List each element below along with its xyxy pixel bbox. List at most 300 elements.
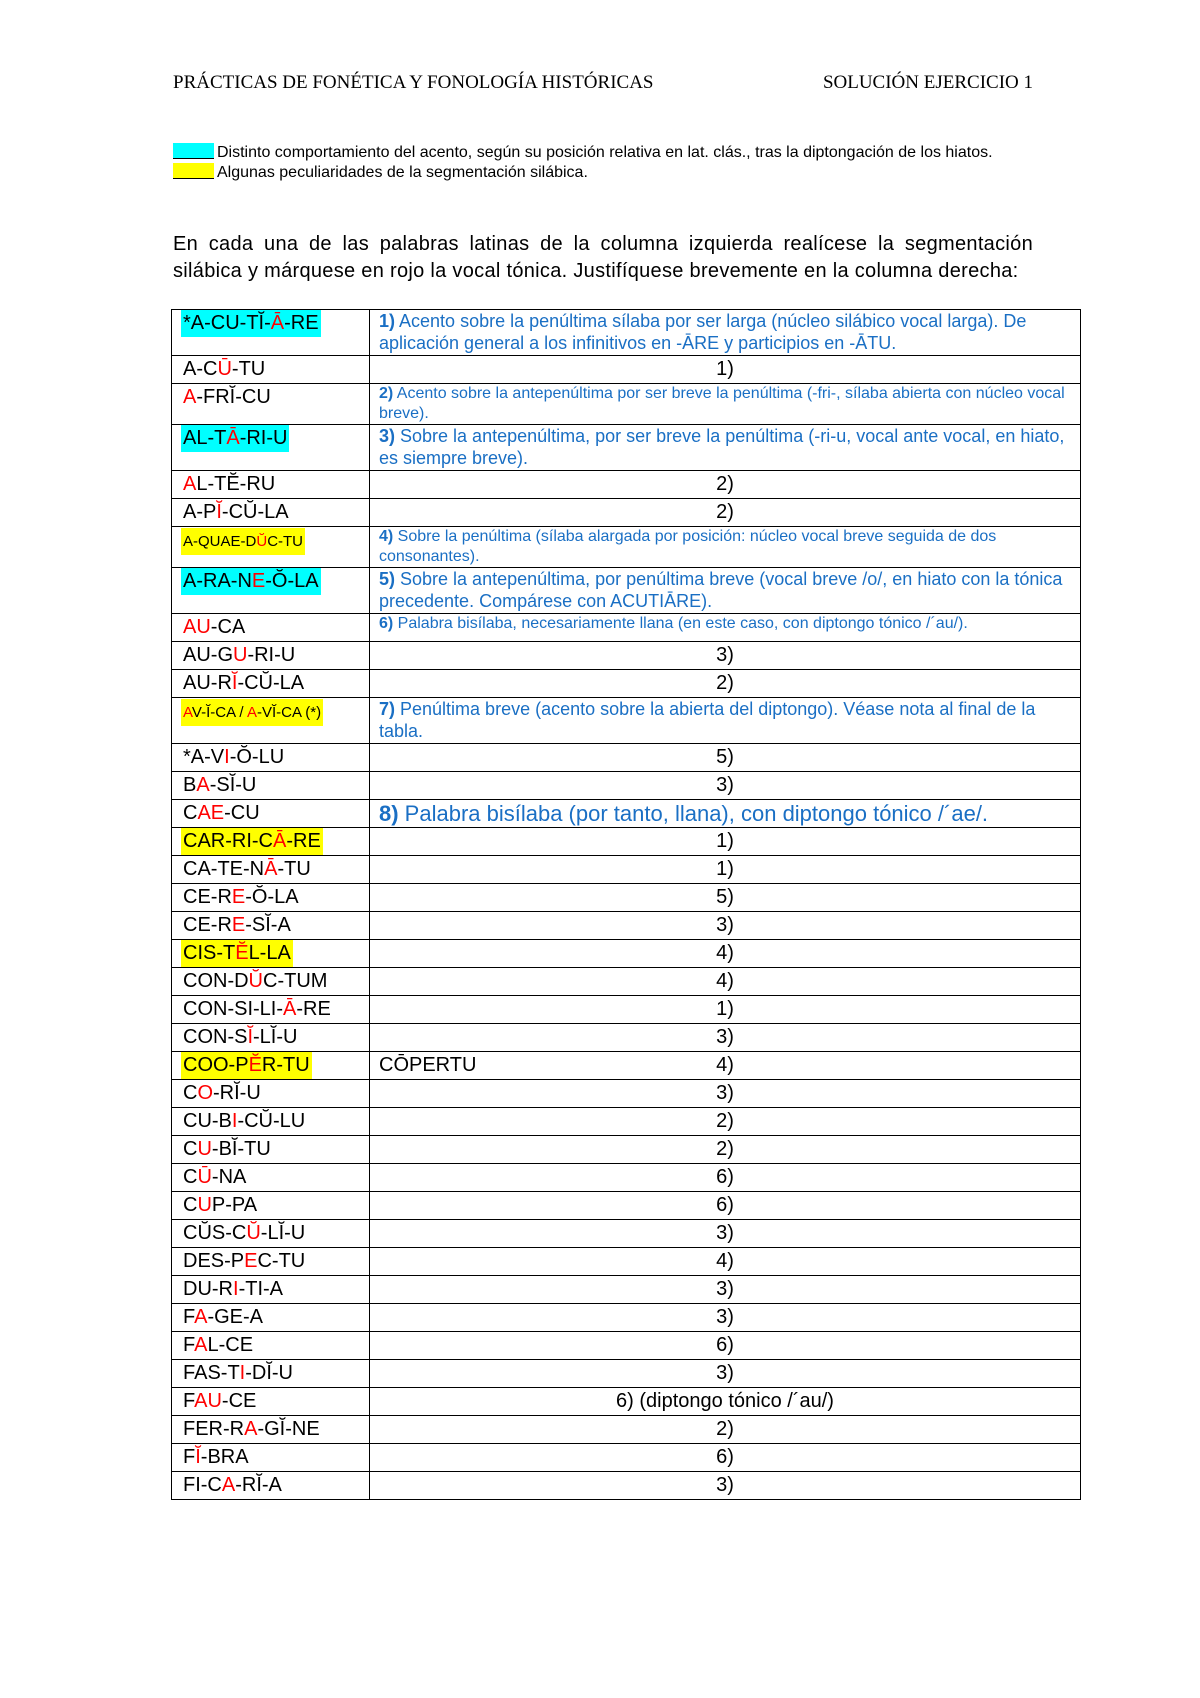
table-row xyxy=(172,425,1081,471)
word-segment: -CŬ-LU xyxy=(237,1110,306,1132)
legend-yellow-text: Algunas peculiaridades de la segmentación silábica. xyxy=(217,164,588,181)
page-header xyxy=(173,72,1033,100)
note-reference: 3) xyxy=(716,1222,734,1244)
latin-word-cell xyxy=(172,856,370,884)
word-segment: -Ŏ-LU xyxy=(229,746,285,768)
latin-word xyxy=(181,670,306,697)
word-segment: A-C xyxy=(183,358,218,380)
latin-word xyxy=(181,828,323,855)
table-row xyxy=(172,912,1081,940)
word-segment: -RI-U xyxy=(247,644,296,666)
latin-word xyxy=(181,1164,248,1191)
reference-cell xyxy=(370,1164,1081,1192)
latin-word xyxy=(181,912,293,939)
tonic-vowel: AE xyxy=(197,802,225,824)
note-reference: 6) xyxy=(716,1194,734,1216)
tonic-vowel: Ĭ xyxy=(247,1026,254,1048)
latin-word-cell xyxy=(172,1192,370,1220)
word-segment: -RĬ-A xyxy=(235,1474,282,1496)
word-segment: -TU xyxy=(277,858,311,880)
latin-word-cell xyxy=(172,968,370,996)
word-segment: L-LA xyxy=(248,942,291,964)
reference-cell xyxy=(370,499,1081,527)
tonic-vowel: U xyxy=(197,1138,212,1160)
word-segment: C-TU xyxy=(257,1250,306,1272)
latin-word-cell xyxy=(172,310,370,356)
word-segment: F xyxy=(183,1390,195,1412)
latin-word xyxy=(181,614,247,641)
note-text: Acento sobre la antepenúltima por ser breve la penúltima (-fri-, sílaba abierta con núcleo vocal breve). xyxy=(379,385,1065,422)
legend xyxy=(173,143,1033,183)
note-reference: 2) xyxy=(716,1418,734,1440)
latin-word xyxy=(181,1360,295,1387)
word-segment: F xyxy=(183,1306,195,1328)
tonic-vowel: U xyxy=(233,644,248,666)
note-reference: 6) xyxy=(716,1166,734,1188)
justification-note xyxy=(370,568,1081,614)
word-segment: CON-SI-LI- xyxy=(183,998,283,1020)
latin-word xyxy=(181,642,297,669)
latin-word xyxy=(181,940,293,967)
table-row xyxy=(172,1108,1081,1136)
latin-word-cell xyxy=(172,1164,370,1192)
note-reference: 6) (diptongo tónico /´au/) xyxy=(616,1390,834,1412)
latin-word-cell xyxy=(172,1248,370,1276)
latin-word-cell xyxy=(172,1220,370,1248)
note-reference: 3) xyxy=(716,644,734,666)
table-row xyxy=(172,1332,1081,1360)
note-reference: 1) xyxy=(716,358,734,380)
latin-word xyxy=(181,1416,322,1443)
solution-table-body xyxy=(172,310,1081,1500)
table-row xyxy=(172,1388,1081,1416)
word-segment: -RĬ-U xyxy=(213,1082,261,1104)
table-row xyxy=(172,698,1081,744)
word-segment: AU-G xyxy=(183,644,233,666)
word-segment: -CA xyxy=(210,616,246,638)
word-segment: CŬS-C xyxy=(183,1222,247,1244)
word-segment: -LĬ-U xyxy=(253,1026,298,1048)
latin-word xyxy=(181,1080,263,1107)
tonic-vowel: Ā xyxy=(264,858,278,880)
latin-word xyxy=(181,1332,255,1359)
latin-word xyxy=(181,800,262,827)
tonic-vowel: Ā xyxy=(283,998,297,1020)
tonic-vowel: A xyxy=(194,1334,208,1356)
latin-word-cell xyxy=(172,1416,370,1444)
table-row xyxy=(172,1416,1081,1444)
word-segment: -SĬ-U xyxy=(209,774,257,796)
word-segment: CU-B xyxy=(183,1110,232,1132)
word-segment: -CE xyxy=(221,1390,257,1412)
latin-word-cell xyxy=(172,1332,370,1360)
note-reference: 5) xyxy=(716,746,734,768)
note-reference: 4) xyxy=(716,1250,734,1272)
reference-cell xyxy=(370,828,1081,856)
latin-word xyxy=(181,1108,307,1135)
note-text: Penúltima breve (acento sobre la abierta del diptongo). Véase nota al final de la tabla. xyxy=(379,699,1036,741)
word-segment: B xyxy=(183,774,197,796)
table-row xyxy=(172,996,1081,1024)
note-text: Palabra bisílaba (por tanto, llana), con diptongo tónico /´ae/. xyxy=(398,801,989,826)
latin-word-cell xyxy=(172,1052,370,1080)
latin-word xyxy=(181,1276,285,1303)
reference-cell xyxy=(370,1080,1081,1108)
tonic-vowel: Ŭ xyxy=(246,1222,261,1244)
reference-cell xyxy=(370,471,1081,499)
tonic-vowel: Ĭ xyxy=(195,1446,201,1468)
word-segment: FI-C xyxy=(183,1474,222,1496)
table-row xyxy=(172,471,1081,499)
reference-cell xyxy=(370,912,1081,940)
latin-word xyxy=(181,699,323,726)
note-text: Palabra bisílaba, necesariamente llana (en este caso, con diptongo tónico /´au/). xyxy=(393,615,968,632)
tonic-vowel: Ĕ xyxy=(235,942,249,964)
latin-word-cell xyxy=(172,356,370,384)
table-row xyxy=(172,1024,1081,1052)
latin-word-cell xyxy=(172,772,370,800)
latin-word-cell xyxy=(172,1024,370,1052)
latin-word-cell xyxy=(172,884,370,912)
word-segment: CE-R xyxy=(183,914,232,936)
reference-cell xyxy=(370,1192,1081,1220)
reference-cell xyxy=(370,356,1081,384)
note-reference: 2) xyxy=(716,672,734,694)
word-segment: -GE-A xyxy=(207,1306,264,1328)
word-segment: -CŬ-LA xyxy=(221,501,289,523)
latin-word xyxy=(181,744,286,771)
tonic-vowel: A xyxy=(183,386,197,408)
note-reference: 3) xyxy=(716,1306,734,1328)
word-segment: AU-R xyxy=(183,672,232,694)
word-segment: -CU xyxy=(224,802,260,824)
tonic-vowel: Ĭ xyxy=(231,672,238,694)
latin-word xyxy=(181,856,313,883)
word-segment: CON-D xyxy=(183,970,249,992)
note-text: Sobre la antepenúltima, por penúltima breve (vocal breve /o/, en hiato con la tónica precedente. Compárese con ACUTIĀRE). xyxy=(379,569,1063,611)
note-text: Sobre la penúltima (sílaba alargada por posición: núcleo vocal breve seguida de dos consonantes). xyxy=(379,528,997,565)
latin-word xyxy=(181,471,277,498)
note-number: 4) xyxy=(379,528,394,545)
tonic-vowel: I xyxy=(233,1278,239,1300)
justification-note xyxy=(370,800,1081,828)
reference-cell xyxy=(370,1024,1081,1052)
latin-word xyxy=(181,425,289,452)
justification-note xyxy=(370,384,1081,425)
latin-word xyxy=(181,384,273,411)
word-segment: C xyxy=(183,802,198,824)
table-row xyxy=(172,1220,1081,1248)
table-row xyxy=(172,499,1081,527)
word-segment: -NA xyxy=(211,1166,247,1188)
latin-word xyxy=(181,968,329,995)
tonic-vowel: AU xyxy=(194,1390,222,1412)
reference-cell xyxy=(370,1108,1081,1136)
tonic-vowel: I xyxy=(224,746,230,768)
tonic-vowel: Ā xyxy=(226,427,240,449)
word-segment: -RE xyxy=(284,312,319,334)
latin-word-cell xyxy=(172,698,370,744)
word-segment: -CŬ-LA xyxy=(237,672,305,694)
reference-cell xyxy=(370,772,1081,800)
word-segment: -VĬ-CA (*) xyxy=(256,704,322,721)
word-segment: FAS-T xyxy=(183,1362,240,1384)
tonic-vowel: AU xyxy=(183,616,211,638)
table-row xyxy=(172,670,1081,698)
tonic-vowel: A xyxy=(183,704,192,721)
exercise-instructions: En cada una de las palabras latinas de la columna izquierda realícese la segmentación silábica y márquese en rojo la vocal tónica. Justifíquese brevemente en la columna derecha: xyxy=(173,233,1033,282)
table-row xyxy=(172,1360,1081,1388)
table-row xyxy=(172,884,1081,912)
cyan-swatch xyxy=(173,143,214,159)
word-segment: -RE xyxy=(296,998,331,1020)
latin-word-cell xyxy=(172,1136,370,1164)
table-row xyxy=(172,1080,1081,1108)
note-number: 8) xyxy=(379,801,399,826)
table-row xyxy=(172,1472,1081,1500)
latin-word xyxy=(181,1220,307,1247)
word-segment: -TI-A xyxy=(238,1278,283,1300)
tonic-vowel: Ŭ xyxy=(248,970,263,992)
table-row xyxy=(172,1248,1081,1276)
word-segment: C-TUM xyxy=(263,970,328,992)
note-reference: 4) xyxy=(716,970,734,992)
tonic-vowel: I xyxy=(239,1362,246,1384)
latin-word xyxy=(181,1136,273,1163)
reference-cell xyxy=(370,1052,1081,1080)
tonic-vowel: A xyxy=(183,473,197,495)
latin-word-cell xyxy=(172,1108,370,1136)
latin-word-cell xyxy=(172,614,370,642)
word-segment: CA-TE-N xyxy=(183,858,265,880)
tonic-vowel: Ā xyxy=(270,312,285,334)
word-segment: A-P xyxy=(183,501,217,523)
tonic-vowel: A xyxy=(221,1474,236,1496)
table-row xyxy=(172,527,1081,568)
note-reference: 3) xyxy=(716,1278,734,1300)
note-text: Acento sobre la penúltima sílaba por ser larga (núcleo silábico vocal larga). De aplicación general a los infinitivos en -ĀRE y participios en -ĀTU. xyxy=(379,311,1027,353)
reference-cell xyxy=(370,1136,1081,1164)
latin-word xyxy=(181,528,305,555)
note-number: 2) xyxy=(379,385,394,402)
header-right: SOLUCIÓN EJERCICIO 1 xyxy=(822,72,1033,93)
latin-word xyxy=(181,1388,258,1415)
table-row xyxy=(172,1192,1081,1220)
latin-word-cell xyxy=(172,471,370,499)
reference-cell xyxy=(370,1248,1081,1276)
alternate-form: CŌPERTU xyxy=(379,1054,477,1076)
legend-cyan-text: Distinto comportamiento del acento, según su posición relativa en lat. clás., tras la diptongación de los hiatos. xyxy=(217,144,993,161)
reference-cell xyxy=(370,884,1081,912)
latin-word xyxy=(181,499,291,526)
note-reference: 2) xyxy=(716,1138,734,1160)
latin-word-cell xyxy=(172,527,370,568)
latin-word xyxy=(181,568,321,595)
word-segment: P-PA xyxy=(211,1194,258,1216)
latin-word xyxy=(181,1248,307,1275)
word-segment: C xyxy=(183,1138,198,1160)
word-segment: CON-S xyxy=(183,1026,248,1048)
latin-word-cell xyxy=(172,800,370,828)
table-row xyxy=(172,828,1081,856)
latin-word-cell xyxy=(172,1276,370,1304)
word-segment: L-CE xyxy=(207,1334,254,1356)
latin-word-cell xyxy=(172,828,370,856)
word-segment: L-TĔ-RU xyxy=(196,473,276,495)
word-segment: A-QUAE-D xyxy=(183,533,257,550)
note-reference: 2) xyxy=(716,501,734,523)
latin-word-cell xyxy=(172,568,370,614)
word-segment: CAR-RI-C xyxy=(183,830,273,852)
latin-word-cell xyxy=(172,384,370,425)
tonic-vowel: Ĭ xyxy=(216,501,222,523)
note-reference: 2) xyxy=(716,1110,734,1132)
word-segment: A-RA-N xyxy=(183,570,252,592)
latin-word xyxy=(181,310,321,337)
tonic-vowel: E xyxy=(231,886,246,908)
reference-cell xyxy=(370,1472,1081,1500)
word-segment: -Ŏ-LA xyxy=(265,570,319,592)
latin-word-cell xyxy=(172,425,370,471)
tonic-vowel: A xyxy=(194,1306,208,1328)
word-segment: -DĬ-U xyxy=(245,1362,293,1384)
word-segment: -FRĬ-CU xyxy=(196,386,271,408)
table-row xyxy=(172,1304,1081,1332)
word-segment: *A-V xyxy=(183,746,225,768)
note-reference: 6) xyxy=(716,1334,734,1356)
note-reference: 1) xyxy=(716,998,734,1020)
reference-cell xyxy=(370,1416,1081,1444)
legend-cyan xyxy=(173,143,1033,163)
word-segment: -RE xyxy=(286,830,321,852)
reference-cell xyxy=(370,670,1081,698)
word-segment: F xyxy=(183,1334,195,1356)
reference-cell xyxy=(370,940,1081,968)
word-segment: COO-P xyxy=(183,1054,249,1076)
latin-word-cell xyxy=(172,1080,370,1108)
tonic-vowel: Ū xyxy=(197,1166,212,1188)
word-segment: -Ŏ-LA xyxy=(245,886,299,908)
latin-word xyxy=(181,1472,284,1499)
reference-cell xyxy=(370,1444,1081,1472)
tonic-vowel: E xyxy=(231,914,246,936)
table-row xyxy=(172,968,1081,996)
table-row xyxy=(172,1164,1081,1192)
word-segment: -LĬ-U xyxy=(260,1222,306,1244)
note-reference: 4) xyxy=(716,1054,734,1076)
tonic-vowel: E xyxy=(244,1250,258,1272)
reference-cell xyxy=(370,968,1081,996)
latin-word xyxy=(181,996,333,1023)
word-segment: V-Ĭ-CA / xyxy=(191,704,247,721)
table-row xyxy=(172,772,1081,800)
tonic-vowel: U xyxy=(197,1194,212,1216)
latin-word-cell xyxy=(172,1444,370,1472)
table-row xyxy=(172,1052,1081,1080)
yellow-swatch xyxy=(173,163,214,179)
word-segment: C xyxy=(183,1082,198,1104)
latin-word xyxy=(181,1052,312,1079)
reference-cell xyxy=(370,1360,1081,1388)
tonic-vowel: Ā xyxy=(273,830,287,852)
table-row xyxy=(172,614,1081,642)
tonic-vowel: Ĕ xyxy=(248,1054,262,1076)
reference-cell xyxy=(370,1388,1081,1416)
word-segment: R-TU xyxy=(261,1054,310,1076)
note-reference: 2) xyxy=(716,473,734,495)
word-segment: DU-R xyxy=(183,1278,233,1300)
tonic-vowel: E xyxy=(251,570,266,592)
table-row xyxy=(172,642,1081,670)
word-segment: -BRA xyxy=(200,1446,249,1468)
tonic-vowel: Ū xyxy=(217,358,232,380)
latin-word-cell xyxy=(172,940,370,968)
justification-note xyxy=(370,425,1081,471)
reference-cell xyxy=(370,996,1081,1024)
note-number: 1) xyxy=(379,311,396,331)
table-row xyxy=(172,356,1081,384)
table-row xyxy=(172,1276,1081,1304)
table-row xyxy=(172,744,1081,772)
table-row xyxy=(172,856,1081,884)
table-row xyxy=(172,310,1081,356)
note-reference: 3) xyxy=(716,1082,734,1104)
word-segment: -BĬ-TU xyxy=(211,1138,271,1160)
reference-cell xyxy=(370,1276,1081,1304)
word-segment: *A-CU-TĬ- xyxy=(183,312,271,334)
latin-word-cell xyxy=(172,996,370,1024)
header-left: PRÁCTICAS DE FONÉTICA Y FONOLOGÍA HISTÓRICAS xyxy=(173,72,654,93)
latin-word-cell xyxy=(172,1360,370,1388)
note-reference: 1) xyxy=(716,830,734,852)
word-segment: -RI-U xyxy=(239,427,288,449)
latin-word xyxy=(181,1192,259,1219)
reference-cell xyxy=(370,856,1081,884)
reference-cell xyxy=(370,744,1081,772)
table-row xyxy=(172,568,1081,614)
latin-word xyxy=(181,356,267,383)
note-reference: 1) xyxy=(716,858,734,880)
word-segment: F xyxy=(183,1446,196,1468)
reference-cell xyxy=(370,642,1081,670)
note-number: 7) xyxy=(379,699,396,719)
table-row xyxy=(172,384,1081,425)
word-segment: C xyxy=(183,1166,198,1188)
table-row xyxy=(172,800,1081,828)
latin-word-cell xyxy=(172,670,370,698)
note-number: 5) xyxy=(379,569,396,589)
note-reference: 3) xyxy=(716,1474,734,1496)
word-segment: AL-T xyxy=(183,427,227,449)
latin-word-cell xyxy=(172,912,370,940)
word-segment: C-TU xyxy=(267,533,304,550)
note-reference: 3) xyxy=(716,1362,734,1384)
note-number: 3) xyxy=(379,426,396,446)
reference-cell xyxy=(370,1332,1081,1360)
tonic-vowel: A xyxy=(244,1418,258,1440)
latin-word xyxy=(181,884,301,911)
solution-table xyxy=(171,309,1081,1500)
note-text: Sobre la antepenúltima, por ser breve la penúltima (-ri-u, vocal ante vocal, en hiato, es siempre breve). xyxy=(379,426,1065,468)
note-number: 6) xyxy=(379,615,394,632)
note-reference: 6) xyxy=(716,1446,734,1468)
reference-cell xyxy=(370,1304,1081,1332)
justification-note xyxy=(370,527,1081,568)
justification-note xyxy=(370,614,1081,642)
word-segment: -TU xyxy=(231,358,266,380)
word-segment: CE-R xyxy=(183,886,232,908)
latin-word xyxy=(181,1444,251,1471)
